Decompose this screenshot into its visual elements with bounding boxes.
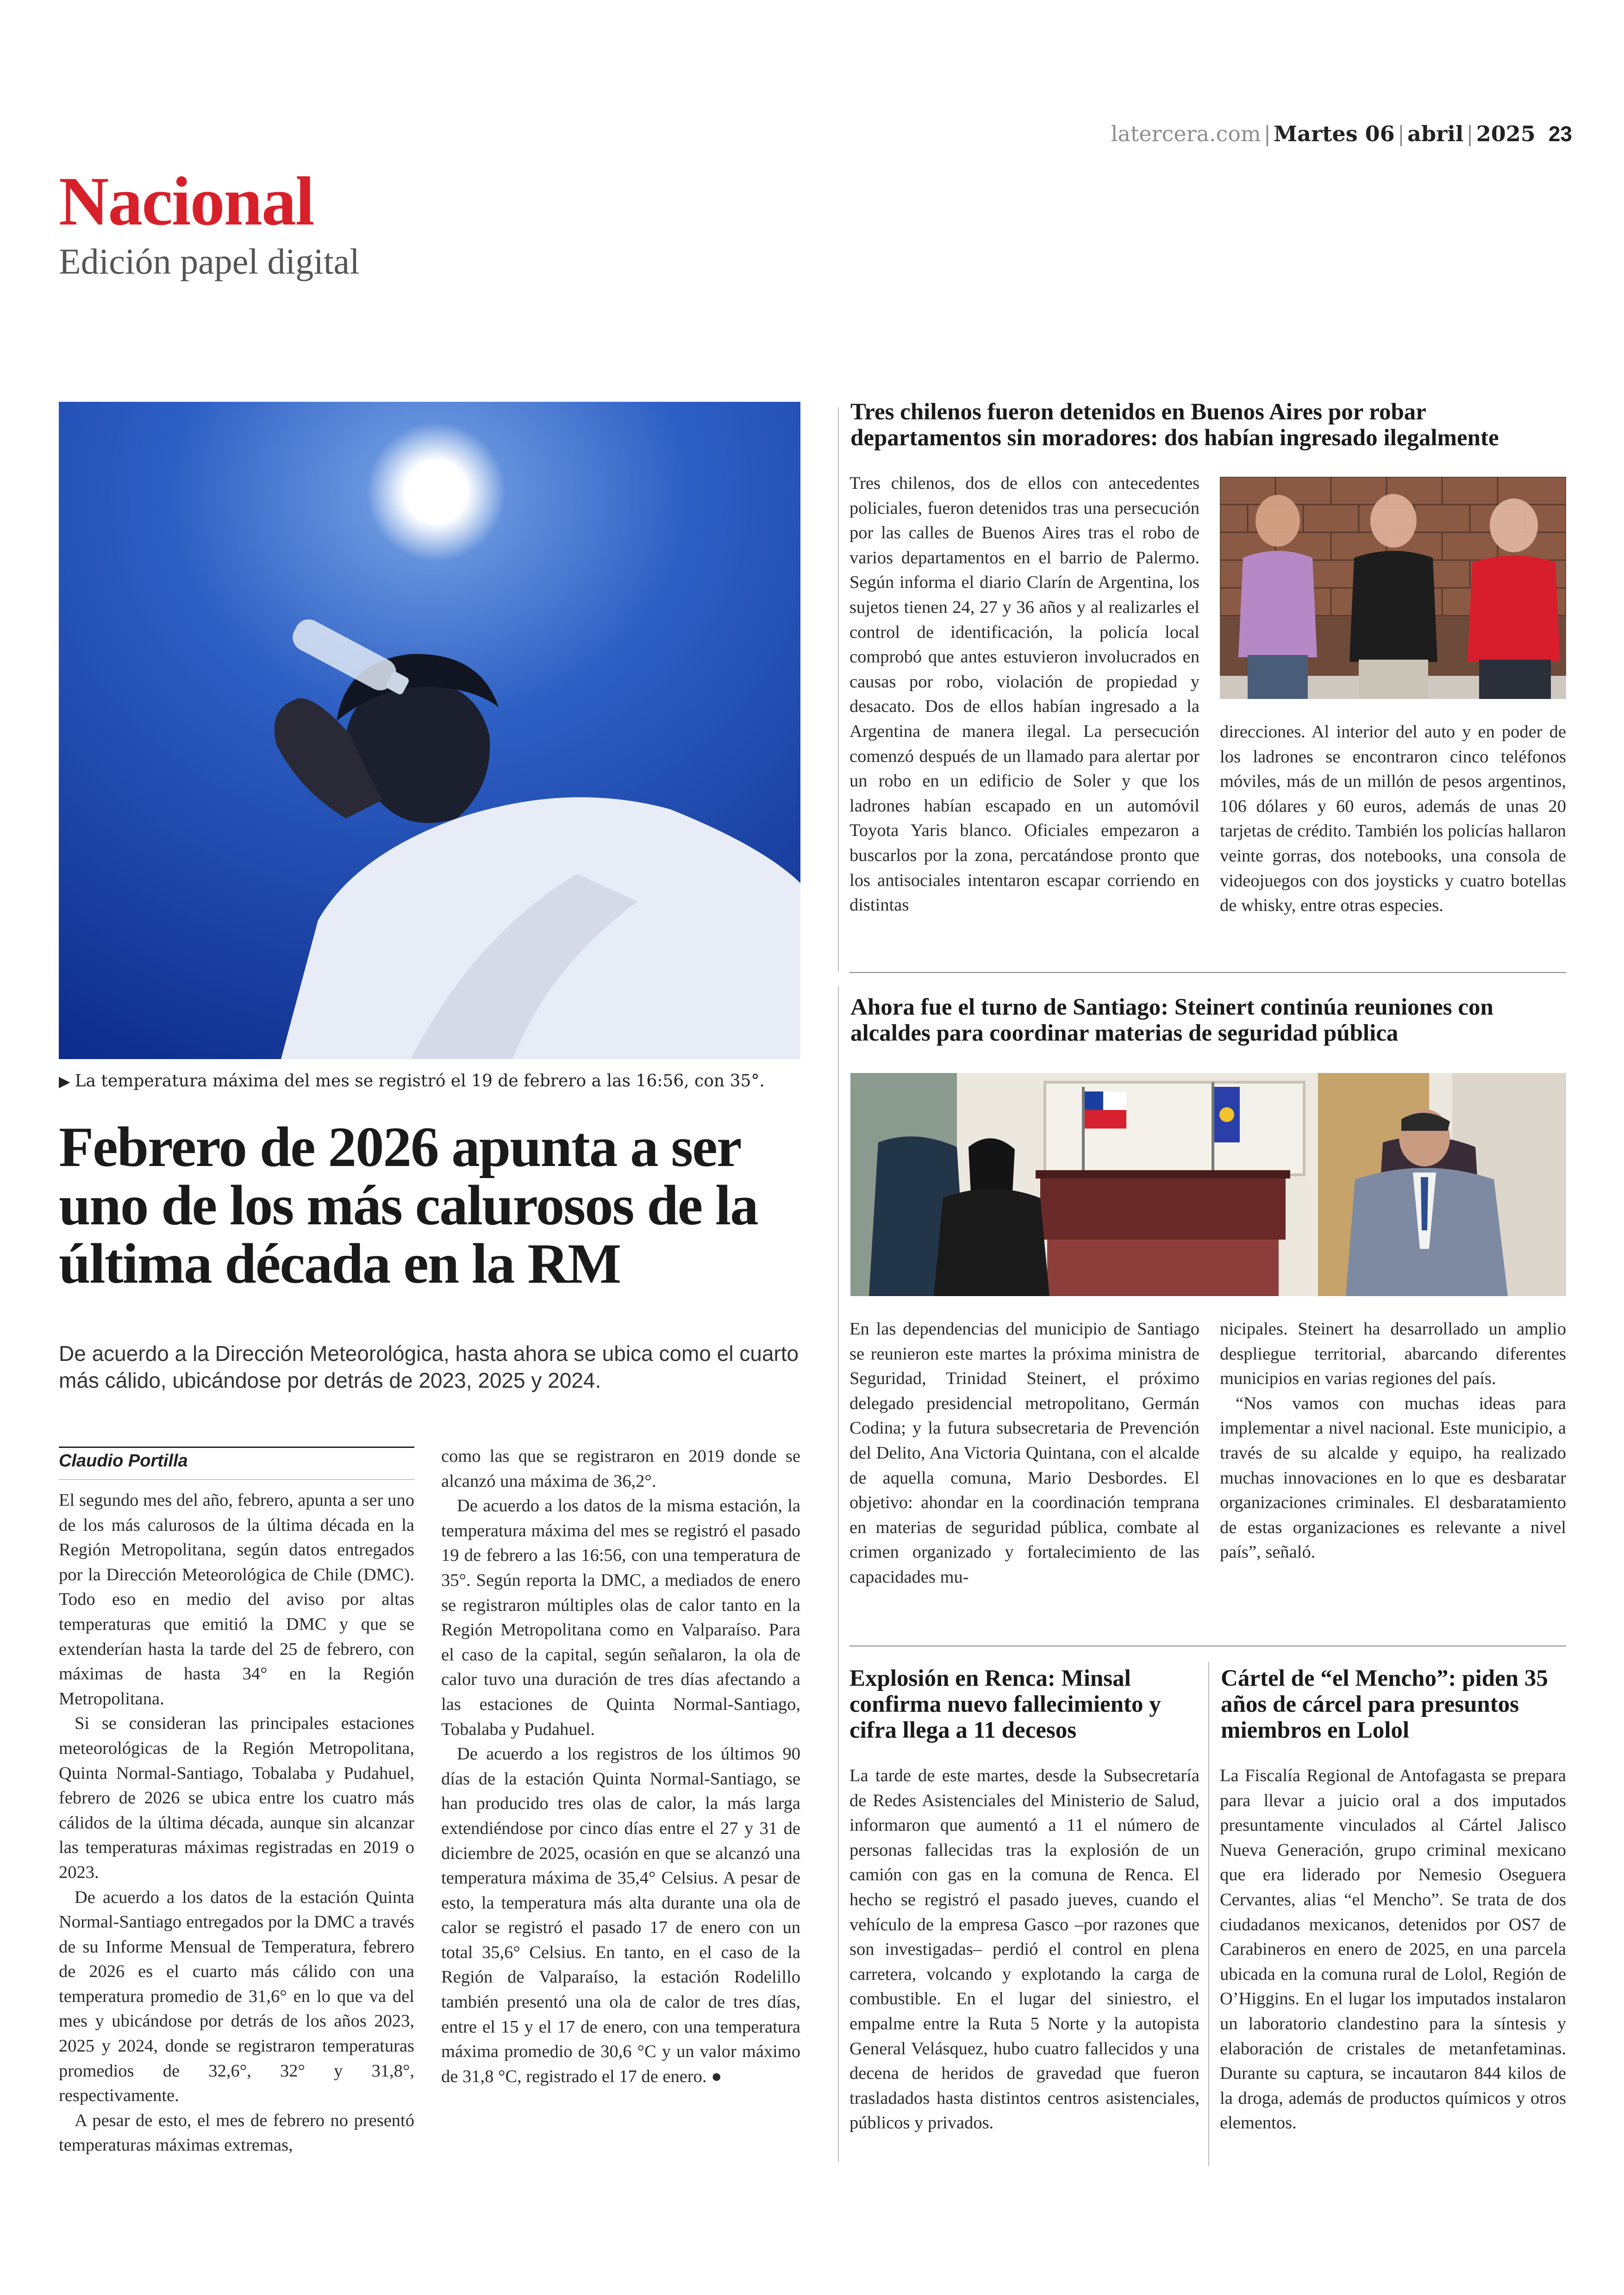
paragraph: De acuerdo a los datos de la misma estación, la temperatura máxima del mes se registró el pasado 19 de febrero a las 16:56, con una temperatura de 35°. Según reporta la DMC, a mediados de enero se registraron múltiples olas de calor tanto en la Región Metropolitana como en Valparaíso. Para el caso de la capital, según señalaron, la ola de calor tuvo una duración de tres días afectando a las estaciones de Quinta Normal-Santiago, Tobalaba y Pudahuel. <box>441 1496 800 1739</box>
lead-byline: Claudio Portilla <box>59 1451 188 1471</box>
buenos-aires-column-2 <box>1220 720 1566 918</box>
paragraph: La Fiscalía Regional de Antofagasta se prepara para llevar a juicio oral a dos imputados presuntamente vinculados al Cártel Jalisco Nueva Generación, grupo criminal mexicano que era liderado por Nemesio Oseguera Cervantes, alias “el Mencho”. Se trata de dos ciudadanos mexicanos, detenidos por OS7 de Carabineros en enero de 2025, en una parcela ubicada en la comuna rural de Lolol, Región de O’Higgins. En el lugar los imputados instalaron un laboratorio clandestino para la síntesis y elaboración de cristales de metanfetaminas. Durante su captura, se incautaron 844 kilos de la droga, además de productos químicos y otros elementos. <box>1220 1766 1566 2133</box>
lead-photo-caption: ▶ La temperatura máxima del mes se registró el 19 de febrero a las 16:56, con 35°. <box>59 1072 765 1091</box>
buenos-aires-column-1 <box>849 471 1199 918</box>
buenos-aires-headline: Tres chilenos fueron detenidos en Buenos Aires por robar departamentos sin moradores: dos habían ingresado ilegalmente <box>850 399 1499 451</box>
mencho-headline: Cártel de “el Mencho”: piden 35 años de cárcel para presuntos miembros en Lolol <box>1221 1665 1548 1743</box>
paragraph: nicipales. Steinert ha desarrollado un amplio despliegue territorial, abarcando diferentes municipios en varias regiones del país. <box>1220 1319 1566 1389</box>
paragraph: “Nos vamos con muchas ideas para implementar a nivel nacional. Este municipio, a través de su alcalde y equipo, ha realizado muchas innovaciones en lo que es desbaratar organizaciones criminales. El desbaratamiento de estas organizaciones es relevante a nivel país”, señaló. <box>1220 1393 1566 1562</box>
paragraph: De acuerdo a los registros de los últimos 90 días de la estación Quinta Normal-Santiago, se han producido tres olas de calor, la más larga extendiéndose por cinco días entre el 27 y 31 de diciembre de 2025, ocasión en que se alcanzó una temperatura máxima de 35,4° Celsius. A pesar de esto, la temperatura más alta durante una ola de calor se registró el pasado 17 de enero con un total 35,6° Celsius. En tanto, en el caso de la Región de Valparaíso, la estación Rodelillo también presentó una ola de calor de tres días, entre el 15 y el 17 de enero, con una temperatura máxima promedio de 30,6 °C y un valor máximo de 31,8 °C, registrado el 17 de enero. ● <box>441 1744 800 2086</box>
lead-headline: Febrero de 2026 apunta a ser uno de los más calurosos de la última década en la RM <box>59 1115 758 1295</box>
paragraph: Si se consideran las principales estaciones meteorológicas de la Región Metropolitana, Quinta Normal-Santiago, Tobalaba y Pudahuel, febrero de 2026 se ubica entre los cuatro más cálidos de la última década, aunque sin alcanzar las temperaturas máximas registradas en 2019 o 2023. <box>59 1714 414 1882</box>
column-rule <box>1208 1662 1209 2166</box>
steinert-headline: Ahora fue el turno de Santiago: Steinert continúa reuniones con alcaldes para coordinar materias de seguridad pública <box>850 994 1493 1046</box>
paragraph: como las que se registraron en 2019 donde se alcanzó una máxima de 36,2°. <box>441 1447 800 1491</box>
section-divider <box>849 972 1566 973</box>
paragraph: La tarde de este martes, desde la Subsecretaría de Redes Asistenciales del Ministerio de Salud, informaron que aumentó a 11 el número de personas fallecidas tras la explosión de un camión con gas en la comuna de Renca. El hecho se registró el pasado jueves, cuando el vehículo de la empresa Gasco –por razones que son investigadas– perdió el control en plena carretera, volcando y explotando la carga de combustible. En el lugar del siniestro, el empalme entre la Ruta 5 Norte y la autopista General Velásquez, hubo cuatro fallecidos y una decena de heridos de gravedad que fueron trasladados hasta distintos centros asistenciales, públicos y privados. <box>849 1766 1199 2133</box>
page-number: 23 <box>1548 122 1572 146</box>
man-drinking-water-illustration <box>59 402 800 1059</box>
detainees-illustration <box>1220 477 1566 699</box>
paragraph: De acuerdo a los datos de la estación Quinta Normal-Santiago entregados por la DMC a través de su Informe Mensual de Temperatura, febrero de 2026 es el cuarto más cálido con una temperatura promedio de 31,6° en lo que va del mes y ubicándose por detrás de los años 2023, 2025 y 2024, donde se registraron temperaturas promedios de 32,6°, 32° y 31,8°, respectivamente. <box>59 1887 414 2106</box>
section-subtitle: Edición papel digital <box>59 241 360 281</box>
byline-rule-thin <box>59 1479 414 1480</box>
lead-column-2 <box>441 1444 800 2089</box>
lead-column-1 <box>59 1488 414 2158</box>
end-mark-icon: ● <box>711 2066 722 2086</box>
meeting-illustration <box>850 1073 1566 1296</box>
masthead-dateline: latercera.com | Martes 06 | abril | 2025 23 <box>1111 121 1572 146</box>
lead-photo <box>59 402 800 1059</box>
steinert-column-1 <box>849 1317 1199 1590</box>
date-day: Martes 06 <box>1274 121 1395 146</box>
steinert-column-2 <box>1220 1317 1566 1565</box>
lead-deck: De acuerdo a la Dirección Meteorológica, hasta ahora se ubica como el cuarto más cálido, ubicándose por detrás de 2023, 2025 y 2024. <box>59 1341 799 1392</box>
paragraph: Tres chilenos, dos de ellos con antecedentes policiales, fueron detenidos tras una persecución por las calles de Buenos Aires tras el robo de varios departamentos en el barrio de Palermo. Según informa el diario Clarín de Argentina, los sujetos tienen 24, 27 y 36 años y al realizarles el control de identificación, la policía local comprobó que antes estuvieron involucrados en causas por robo, violación de propiedad y desacato. Dos de ellos habían ingresado a la Argentina de manera ilegal. La persecución comenzó después de un llamado para alertar por un robo en un edificio de Soler y que los ladrones habían escapado en un automóvil Toyota Yaris blanco. Oficiales empezaron a buscarlos por la zona, percatándose pronto que los antisociales intentaron escapar corriendo en distintas <box>849 474 1199 915</box>
sun-icon <box>367 423 506 561</box>
paragraph: direcciones. Al interior del auto y en poder de los ladrones se encontraron cinco teléfonos móviles, más de un millón de pesos argentinos, 106 dólares y 60 euros, además de unas 20 tarjetas de crédito. También los policías hallaron veinte gorras, dos notebooks, una consola de videojuegos con dos joysticks y cuatro botellas de whisky, entre otras especies. <box>1220 722 1566 916</box>
renca-body <box>849 1764 1199 2136</box>
triangle-right-icon: ▶ <box>59 1073 70 1090</box>
paragraph: En las dependencias del municipio de Santiago se reunieron este martes la próxima ministra de Seguridad, Trinidad Steinert, el próximo delegado presidencial metropolitano, Germán Codina; y la futura subsecretaria de Prevención del Delito, Ana Victoria Quintana, con el alcalde de aquella comuna, Mario Desbordes. El objetivo: ahondar en la coordinación temprana en materias de seguridad pública, combate al crimen organizado y fortalecimiento de las capacidades mu- <box>849 1319 1199 1587</box>
column-rule <box>838 986 839 2162</box>
paragraph: El segundo mes del año, febrero, apunta a ser uno de los más calurosos de la última década en la Región Metropolitana, según datos entregados por la Dirección Meteorológica de Chile (DMC). Todo eso en medio del aviso por altas temperaturas que emitió la DMC y que se extenderían hasta la tarde del 25 de febrero, con máximas de hasta 34° en la Región Metropolitana. <box>59 1491 414 1709</box>
renca-headline: Explosión en Renca: Minsal confirma nuevo fallecimiento y cifra llega a 11 decesos <box>849 1665 1161 1743</box>
section-title: Nacional <box>59 163 314 240</box>
steinert-meeting-photo <box>850 1073 1566 1296</box>
mencho-body <box>1220 1764 1566 2136</box>
site-name[interactable]: latercera.com <box>1111 121 1261 146</box>
column-rule <box>838 407 839 972</box>
detainees-photo <box>1220 477 1566 699</box>
date-month: abril <box>1407 121 1464 146</box>
byline-rule <box>59 1447 414 1448</box>
paragraph: A pesar de esto, el mes de febrero no presentó temperaturas máximas extremas, <box>59 2110 414 2155</box>
date-year: 2025 <box>1476 121 1536 146</box>
